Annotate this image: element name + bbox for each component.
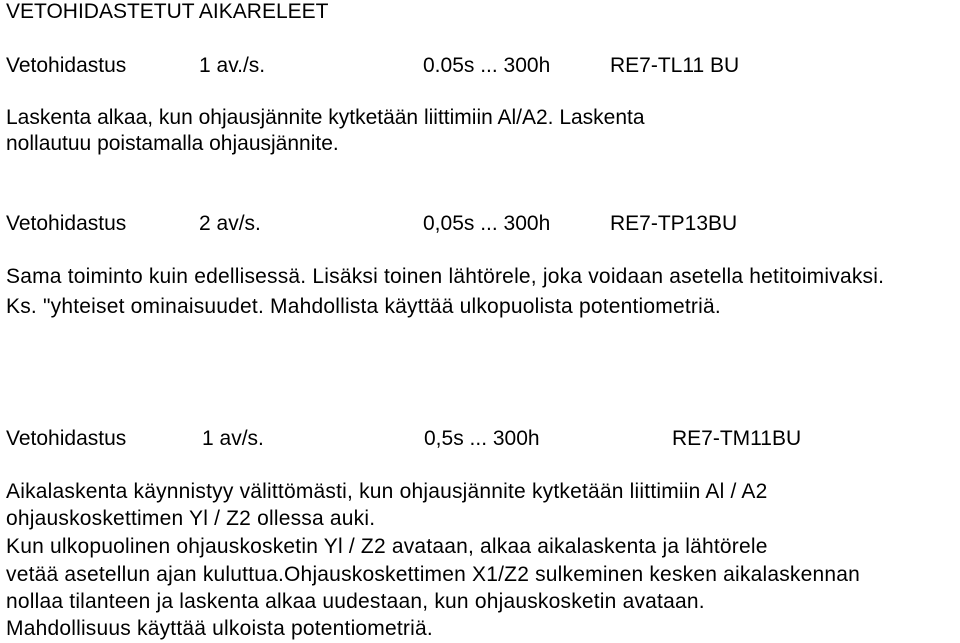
- section-1-type: Vetohidastus: [6, 54, 127, 77]
- section-2-description-line-1: Sama toiminto kuin edellisessä. Lisäksi toinen lähtörele, joka voidaan asetella hetitoimivaksi.: [6, 265, 885, 288]
- section-1-range: 0.05s ... 300h: [423, 54, 551, 77]
- section-2-header: [6, 212, 960, 236]
- section-1-mode: 1 av./s.: [199, 54, 266, 77]
- section-1-header: [6, 54, 960, 78]
- section-3-description-line-3: Kun ulkopuolinen ohjauskosketin Yl / Z2 avataan, alkaa aikalaskenta ja lähtörele: [6, 535, 768, 558]
- section-3-range: 0,5s ... 300h: [424, 427, 540, 450]
- section-1-description-line-2: nollautuu poistamalla ohjausjännite.: [6, 132, 339, 155]
- section-2-range: 0,05s ... 300h: [423, 212, 551, 235]
- section-2-mode: 2 av/s.: [199, 212, 261, 235]
- section-3-model: RE7-TM11BU: [672, 427, 802, 450]
- section-3-description-line-4: vetää asetellun ajan kuluttua.Ohjauskoskettimen X1/Z2 sulkeminen kesken aikalaskennan: [6, 563, 860, 586]
- section-3-description-line-1: Aikalaskenta käynnistyy välittömästi, kun ohjausjännite kytketään liittimiin Al / A2: [6, 480, 768, 503]
- section-3-header: [6, 427, 960, 451]
- section-1-model: RE7-TL11 BU: [610, 54, 740, 77]
- section-2-model: RE7-TP13BU: [610, 212, 738, 235]
- document-title: VETOHIDASTETUT AIKARELEET: [6, 0, 329, 23]
- section-3-description-line-2: ohjauskoskettimen Yl / Z2 ollessa auki.: [6, 507, 376, 530]
- section-3-description-line-6: Mahdollisuus käyttää ulkoista potentiometriä.: [6, 617, 433, 640]
- section-2-description-line-2: Ks. "yhteiset ominaisuudet. Mahdollista käyttää ulkopuolista potentiometriä.: [6, 295, 721, 318]
- section-3-type: Vetohidastus: [6, 427, 127, 450]
- section-3-description-line-5: nollaa tilanteen ja laskenta alkaa uudestaan, kun ohjauskosketin avataan.: [6, 590, 705, 613]
- section-3-mode: 1 av/s.: [202, 427, 264, 450]
- section-1-description-line-1: Laskenta alkaa, kun ohjausjännite kytketään liittimiin Al/A2. Laskenta: [6, 106, 645, 129]
- section-2-type: Vetohidastus: [6, 212, 127, 235]
